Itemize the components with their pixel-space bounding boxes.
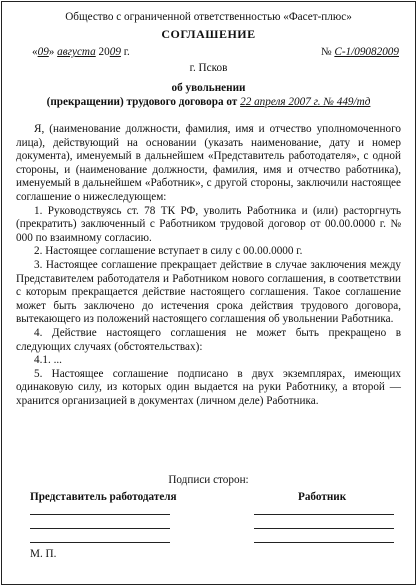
paragraph-clause-5: 5. Настоящее соглашение подписано в двух экземплярах, имеющих одинаковую силу, из которых один выдается на руки Работнику, а второй — хранится организацией в документах (личном деле) Работника. bbox=[16, 367, 401, 407]
paragraph-preamble: Я, (наименование должности, фамилия, имя и отчество уполномоченного лица), действующий на основании (указать наименование, дату и номер документа), именуемый в дальнейшем «Представитель работодателя», с одной стороны, и (наименование должности, фамилия, имя и отчество работника), именуемый в дальнейшем «Работник», с другой стороны, заключили настоящее соглашение о нижеследующем: bbox=[16, 123, 401, 203]
subtitle-line-1: об увольнении bbox=[171, 82, 246, 94]
organization-name: Общество с ограниченной ответственностью «Фасет-плюс» bbox=[65, 11, 352, 23]
date-suffix: г. bbox=[120, 46, 130, 58]
employee-signature-line-2 bbox=[254, 528, 394, 529]
document-title: СОГЛАШЕНИЕ bbox=[161, 27, 256, 41]
date-open-quote: « bbox=[32, 46, 38, 58]
employer-signature-line-3 bbox=[30, 542, 170, 543]
document-number bbox=[321, 46, 399, 60]
employee-signature-line-3 bbox=[254, 542, 394, 543]
number-prefix: № bbox=[320, 46, 335, 58]
subtitle-line-2 bbox=[2, 96, 415, 110]
date-day: 09 bbox=[37, 46, 49, 58]
document-city: г. Псков bbox=[189, 62, 228, 74]
date-month: августа bbox=[57, 46, 96, 58]
date-close-quote: » bbox=[48, 46, 58, 58]
paragraph-clause-3: 3. Настоящее соглашение прекращает действие в случае заключения между Представителем работодателя и Работником нового соглашения, в соответствии с которым прекращается действие настоящего соглашения. Такое соглашение может быть заключено до истечения срока действия трудового договора, вытекающего из положений настоящего соглашения об увольнении Работника. bbox=[16, 258, 401, 326]
document-date bbox=[32, 46, 130, 60]
document-body bbox=[16, 123, 401, 408]
paragraph-clause-4: 4. Действие настоящего соглашения не может быть прекращено в следующих случаях (обстоятельствах): bbox=[16, 326, 401, 353]
employer-signature-line-1 bbox=[30, 514, 170, 515]
paragraph-clause-4-1: 4.1. ... bbox=[34, 354, 62, 367]
employee-signature-line-1 bbox=[254, 514, 394, 515]
date-year: 09 bbox=[109, 46, 121, 58]
stamp-place: М. П. bbox=[30, 548, 57, 560]
number-value: С-1/09082009 bbox=[334, 46, 399, 58]
date-year-prefix: 20 bbox=[95, 46, 110, 58]
employer-representative-label: Представитель работодателя bbox=[30, 491, 177, 503]
employer-signature-line-2 bbox=[30, 528, 170, 529]
contract-reference: 22 апреля 2007 г. № 449/тд bbox=[240, 96, 371, 108]
employee-label: Работник bbox=[298, 491, 347, 503]
document-page bbox=[1, 1, 416, 585]
subtitle-prefix: (прекращении) трудового договора от bbox=[46, 96, 241, 108]
paragraph-clause-1: 1. Руководствуясь ст. 78 ТК РФ, уволить Работника и (или) расторгнуть (прекратить) заключенный с Работником трудовой договор от 00.00.0000 г. № 000 по взаимному согласию. bbox=[16, 204, 401, 244]
paragraph-clause-2: 2. Настоящее соглашение вступает в силу с 00.00.0000 г. bbox=[34, 245, 303, 258]
signatures-title: Подписи сторон: bbox=[168, 474, 249, 486]
